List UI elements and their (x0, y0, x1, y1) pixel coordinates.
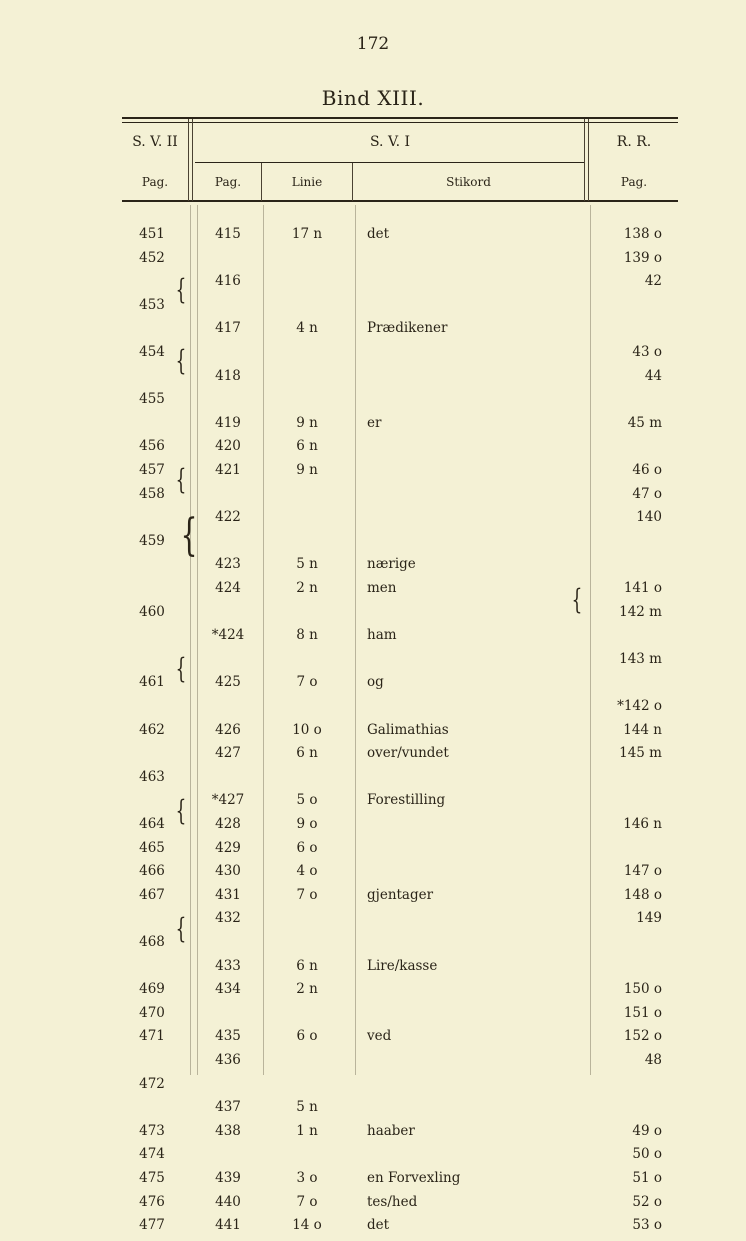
cell-sv2-page: 458 (139, 485, 165, 502)
cell-sv1-page: *424 (211, 627, 245, 644)
cell-sv1-page: 433 (215, 957, 241, 974)
subheader-pag-sv2: Pag. (141, 175, 169, 189)
cell-rr-page: 52 o (632, 1193, 662, 1210)
cell-sv1-page: 432 (215, 910, 241, 927)
cell-sv2-page: 473 (139, 1122, 165, 1139)
cell-sv1-page: 422 (215, 509, 241, 526)
table-row (0, 368, 746, 392)
cell-sv2-page: 468 (139, 934, 165, 950)
cell-rr-page: 48 (644, 1052, 662, 1068)
table-row (0, 1076, 746, 1100)
cell-stikord: nærige (367, 556, 416, 573)
cell-sv2-page: 451 (139, 226, 165, 242)
cell-sv1-page: 436 (215, 1052, 241, 1068)
table-row (0, 556, 746, 580)
table-row (0, 722, 746, 746)
cell-sv2-page: 455 (139, 391, 165, 408)
table-row (0, 1217, 746, 1241)
table-top-rule-thin (122, 122, 678, 123)
table-row (0, 745, 746, 769)
cell-sv2-page: 474 (139, 1146, 165, 1163)
cell-sv1-page: 437 (215, 1099, 241, 1116)
cell-sv2-page: 465 (139, 839, 165, 856)
cell-linie: 6 o (296, 1028, 318, 1045)
table-row (0, 887, 746, 911)
cell-sv1-page: *427 (211, 792, 245, 809)
brace-463: { (175, 652, 187, 685)
table-top-rule-thick (122, 117, 678, 119)
subheader-pag-rr: Pag. (620, 175, 648, 189)
header-sv2: S. V. II (132, 134, 178, 150)
cell-sv1-page: 420 (215, 438, 241, 455)
page-number: 172 (356, 34, 390, 54)
cell-rr-page: 50 o (632, 1146, 662, 1163)
cell-sv1-page: 441 (215, 1217, 241, 1234)
cell-stikord: men (367, 580, 397, 596)
table-row (0, 792, 746, 816)
cell-rr-page: 149 (636, 910, 662, 927)
subheader-stikord: Stikord (446, 175, 491, 189)
cell-sv1-page: 419 (215, 414, 241, 431)
cell-rr-page: 145 m (619, 745, 662, 762)
cell-sv2-page: 461 (139, 674, 165, 691)
cell-sv1-page: 426 (215, 721, 241, 738)
cell-stikord: Forestilling (367, 792, 446, 809)
cell-stikord: det (367, 226, 390, 242)
cell-sv2-page: 452 (139, 249, 165, 266)
cell-linie: 4 o (296, 863, 318, 880)
cell-sv1-page: 439 (215, 1170, 241, 1186)
cell-linie: 10 o (292, 721, 322, 738)
cell-linie: 9 o (296, 816, 318, 832)
cell-sv2-page: 453 (139, 296, 165, 313)
header-divider (195, 162, 585, 163)
table-row (0, 1146, 746, 1170)
cell-sv1-page: 440 (215, 1193, 241, 1210)
cell-linie: 14 o (292, 1217, 322, 1234)
cell-rr-page: 42 (644, 273, 662, 290)
cell-linie: 8 n (296, 627, 318, 644)
table-row (0, 604, 746, 628)
table-row (0, 981, 746, 1005)
cell-sv2-page: 476 (139, 1193, 165, 1210)
table-row (0, 226, 746, 250)
cell-rr-page: 47 o (632, 485, 662, 502)
table-row (0, 273, 746, 297)
cell-linie: 6 o (296, 839, 318, 856)
col-divider-rr-a (584, 119, 585, 201)
cell-sv1-page: 417 (215, 320, 241, 337)
cell-stikord: haaber (367, 1122, 415, 1139)
table-row (0, 1028, 746, 1052)
cell-linie: 6 n (296, 745, 318, 762)
cell-linie: 7 o (296, 886, 318, 903)
cell-sv1-page: 416 (215, 273, 241, 290)
cell-stikord: og (367, 674, 384, 691)
cell-sv2-page: 475 (139, 1170, 165, 1186)
brace-459: { (175, 463, 187, 496)
cell-sv2-page: 462 (139, 721, 165, 738)
header-sv1: S. V. I (369, 134, 411, 150)
brace-rr-143: { (571, 583, 583, 616)
cell-sv1-page: 434 (215, 981, 241, 998)
cell-sv2-page: 472 (139, 1075, 165, 1092)
cell-sv1-page: 431 (215, 886, 241, 903)
table-row (0, 344, 746, 368)
brace-472: { (175, 912, 187, 945)
cell-linie: 7 o (296, 1193, 318, 1210)
table-row (0, 840, 746, 864)
table-row (0, 320, 746, 344)
cell-stikord: gjentager (367, 886, 434, 903)
table-row (0, 533, 746, 557)
cell-linie: 2 n (296, 580, 318, 596)
cell-rr-page: 148 o (623, 886, 662, 903)
table-row (0, 1052, 746, 1076)
table-row (0, 651, 746, 675)
table-row (0, 580, 746, 604)
cell-stikord: er (367, 414, 382, 431)
cell-sv2-page: 457 (139, 462, 165, 478)
cell-rr-page: 51 o (632, 1170, 662, 1186)
cell-sv1-page: 429 (215, 839, 241, 856)
table-row (0, 1005, 746, 1029)
header-rr: R. R. (616, 134, 652, 150)
cell-rr-page: 46 o (632, 462, 662, 478)
cell-rr-page: 147 o (623, 863, 662, 880)
table-row (0, 674, 746, 698)
col-divider-sv2-a (188, 119, 189, 201)
table-row (0, 438, 746, 462)
cell-rr-page: 152 o (623, 1028, 662, 1045)
cell-sv1-page: 415 (215, 226, 241, 242)
cell-sv2-page: 454 (139, 344, 165, 360)
table-row (0, 486, 746, 510)
table-row (0, 627, 746, 651)
cell-stikord: Galimathias (367, 721, 449, 738)
table-row (0, 391, 746, 415)
cell-rr-page: 144 n (623, 721, 662, 738)
cell-sv1-page: 423 (215, 556, 241, 573)
subheader-linie: Linie (291, 175, 323, 189)
cell-sv1-page: 427 (215, 745, 241, 762)
table-row (0, 769, 746, 793)
cell-stikord: det (367, 1217, 390, 1234)
cell-stikord: ved (367, 1028, 392, 1045)
cell-rr-page: 151 o (623, 1004, 662, 1021)
table-row (0, 462, 746, 486)
cell-linie: 6 n (296, 957, 318, 974)
cell-linie: 17 n (291, 226, 323, 242)
cell-sv1-page: 424 (215, 580, 241, 596)
cell-rr-page: 146 n (623, 816, 662, 832)
col-divider-rr-b (588, 119, 589, 201)
cell-linie: 5 o (296, 792, 318, 809)
table-row (0, 1170, 746, 1194)
brace-460: { (180, 510, 198, 561)
cell-sv1-page: 418 (215, 367, 241, 384)
cell-linie: 9 n (296, 462, 318, 478)
table-row (0, 297, 746, 321)
table-row (0, 509, 746, 533)
cell-stikord: en Forvexling (367, 1170, 461, 1186)
cell-sv1-page: 428 (215, 816, 241, 832)
cell-rr-page: 143 m (619, 650, 662, 667)
cell-sv2-page: 469 (139, 981, 165, 998)
cell-sv2-page: 464 (139, 816, 165, 832)
cell-linie: 5 n (296, 556, 318, 573)
col-divider-sv2-b (192, 119, 193, 201)
table-row (0, 415, 746, 439)
cell-sv2-page: 466 (139, 863, 165, 880)
cell-sv2-page: 470 (139, 1004, 165, 1021)
cell-sv2-page: 471 (139, 1028, 165, 1045)
cell-rr-page: 44 (644, 367, 662, 384)
cell-stikord: tes/hed (367, 1193, 418, 1210)
table-row (0, 816, 746, 840)
cell-rr-page: 43 o (632, 344, 662, 360)
table-row (0, 1099, 746, 1123)
cell-rr-page: 139 o (623, 249, 662, 266)
brace-468: { (175, 794, 187, 827)
volume-title: Bind XIII. (321, 86, 425, 110)
brace-453: { (175, 273, 187, 306)
cell-linie: 5 n (296, 1099, 318, 1116)
cell-sv1-page: 438 (215, 1122, 241, 1139)
cell-sv2-page: 459 (139, 532, 165, 549)
cell-sv2-page: 463 (139, 768, 165, 785)
cell-rr-page: 49 o (632, 1122, 662, 1139)
cell-sv2-page: 467 (139, 886, 165, 903)
cell-stikord: Lire/kasse (367, 957, 438, 974)
cell-linie: 2 n (296, 981, 318, 998)
table-row (0, 1194, 746, 1218)
table-row (0, 250, 746, 274)
cell-rr-page: 138 o (623, 226, 662, 242)
brace-455: { (175, 344, 187, 377)
cell-sv1-page: 435 (215, 1028, 241, 1045)
cell-linie: 1 n (296, 1122, 318, 1139)
cell-rr-page: 142 m (619, 603, 662, 620)
cell-sv1-page: 430 (215, 863, 241, 880)
cell-stikord: over/vundet (367, 745, 449, 762)
cell-rr-page: 53 o (632, 1217, 662, 1234)
cell-rr-page: 45 m (627, 414, 662, 431)
cell-linie: 6 n (296, 438, 318, 455)
cell-stikord: ham (367, 627, 397, 644)
cell-linie: 4 n (296, 320, 318, 337)
cell-linie: 3 o (296, 1170, 318, 1186)
table-row (0, 934, 746, 958)
cell-linie: 9 n (296, 414, 318, 431)
table-row (0, 698, 746, 722)
subheader-pag-sv1: Pag. (214, 175, 242, 189)
header-bottom-rule (122, 200, 678, 202)
cell-rr-page: 150 o (623, 981, 662, 998)
cell-sv2-page: 456 (139, 438, 165, 455)
table-row (0, 958, 746, 982)
cell-rr-page: 140 (636, 509, 662, 526)
cell-stikord: Prædikener (367, 320, 448, 337)
cell-linie: 7 o (296, 674, 318, 691)
cell-rr-page: *142 o (617, 698, 662, 714)
cell-rr-page: 141 o (623, 580, 662, 596)
table-row (0, 1123, 746, 1147)
cell-sv2-page: 477 (139, 1217, 165, 1234)
table-row (0, 863, 746, 887)
cell-sv1-page: 421 (215, 462, 241, 478)
cell-sv2-page: 460 (139, 603, 165, 620)
cell-sv1-page: 425 (215, 674, 241, 691)
table-row (0, 910, 746, 934)
